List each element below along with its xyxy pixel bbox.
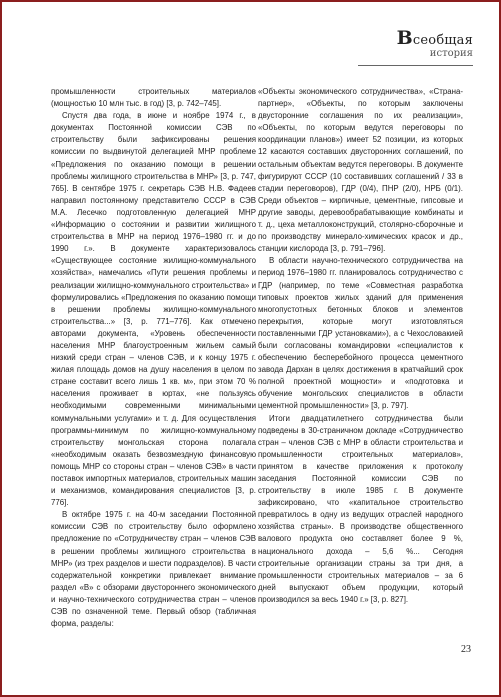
paragraph: «Объекты экономического сотрудничества», «Страна-партнер», «Объекты, по которым заключены двусторонние соглашения по их реализации», «Объекты, по которым ведутся переговоры по координации планов») имеет 52 позиции, из которых 12 касаются составших двусторонних соглашений, по остальным объектам ведутся переговоры. В документе фигурируют СССР (10 составивших соглашений / 33 в стадии переговоров), ГДР (0/4), ПНР (2/0), НРБ (0/1). Среди объектов – кирпичные, цементные, гипсовые и другие заводы, деревообрабатывающие комбинаты и т. д., цеха металлоконструкций, столярно-сборочные и по производству минерало-химических красок и др., станции кислорода [3, р. 791–796]. xyxy=(258,87,463,254)
paragraph: Спустя два года, в июне и ноябре 1974 г., в документах Постоянной комиссии СЭВ по строительству были зафиксированы решения комиссии по выдвинутой делегацией МНР проблеме «Предложения по оказанию помощи в решении проблемы жилищного строительства в МНР» [3, р. 747, 765]. В сентябре 1975 г. секретарь СЭВ Н.В. Фадеев направил постоянному представителю СССР в СЭВ М.А. Лесечко подготовленную делегацией МНР «Информацию о состоянии и развитии жилищного строительства в МНР на период 1976–1980 гг. и до 1990 г.». В документе характеризовалось «Существующее состояние жилищно-коммунального хозяйства», намечались «Пути решения проблемы и реализации жилищно-коммунального строительства» и формулировались «Предложения по оказанию помощи в решении проблемы жилищно-коммунального строительства...» [3, р. 771–776]. Как отмечено авторами документа, «Уровень обеспеченности населения МНР благоустроенным жильем самый низкий среди стран – членов СЭВ, и к концу 1975 г. жилая площадь домов на душу населения в целом по стране составит всего лишь 1 кв. м», при этом 70 % населения проживает в юртах, «не пользуясь необходимыми современными минимальными коммунальными услугами» и т. д. Для осуществления программы-минимум по жилищно-коммунальному строительству монгольская сторона полагала «необходимым оказать безвозмездную финансовую помощь МНР со стороны стран – членов СЭВ» в части поставок импортных материалов, строительных машин и механизмов, командирования специалистов [3, р. 776]. xyxy=(51,111,256,508)
journal-title-rest: сеобщая xyxy=(412,33,473,48)
paragraph: В октябре 1975 г. на 40-м заседании Постоянной комиссии СЭВ по строительству было оформлено предложение по «Сотрудничеству стран – членов СЭВ в решении проблемы жилищного строительства в МНР» (из трех разделов и шести подразделов). В части содержательной конкретики привлекает внимание раздел «В» с обзорами двустороннего экономического и научно-технического сотрудничества стран – членов СЭВ по означенной теме. Первый обзор (табличная форма, разделы: xyxy=(51,510,256,629)
journal-title-initial: В xyxy=(396,27,413,49)
paragraph: В области научно-технического сотрудничества на период 1976–1980 гг. планировалось сотрудничество с ГДР (например, по теме «Совместная разработка типовых проектов жилых зданий для применения многопустотных бетонных блоков и элементов перекрытия, которые могут изготовляться поставленными ГДР установками»), а с Чехословакией были согласованы командировки «специалистов к обеспечению бесперебойного процесса цементного завода Дархан в целях достижения в кратчайший срок полной проектной мощности» и «подготовка и обучение монгольских специалистов в области цементной промышленности» [3, р. 797]. xyxy=(258,256,463,411)
paragraph: промышленности строительных материалов (мощностью 10 млн тыс. в год) [3, р. 742–745]. xyxy=(51,87,256,109)
page-number: 23 xyxy=(461,644,471,655)
journal-subtitle: история xyxy=(429,48,473,59)
header-rule xyxy=(358,65,473,66)
left-text-column xyxy=(51,86,256,630)
right-text-column xyxy=(258,86,463,606)
journal-header xyxy=(396,27,473,60)
journal-title xyxy=(396,27,473,49)
paragraph: Итоги двадцатилетнего сотрудничества были подведены в 30-страничном докладе «Сотрудничество стран – членов СЭВ с МНР в области строительства и промышленности строительных материалов», принятом в качестве приложения к протоколу заседания Постоянной комиссии СЭВ по строительству в июле 1985 г. В документе зафиксировано, что «капитальное строительство превратилось в одну из ведущих отраслей народного хозяйства страны». В производстве общественного валового продукта оно составляет более 9 %, национального дохода – 5,6 %... Сегодня строительные организации страны за три дня, а промышленности строительных материалов – за 6 дней выпускают объем продукции, который производился за весь 1940 г.» [3, р. 827]. xyxy=(258,413,463,604)
